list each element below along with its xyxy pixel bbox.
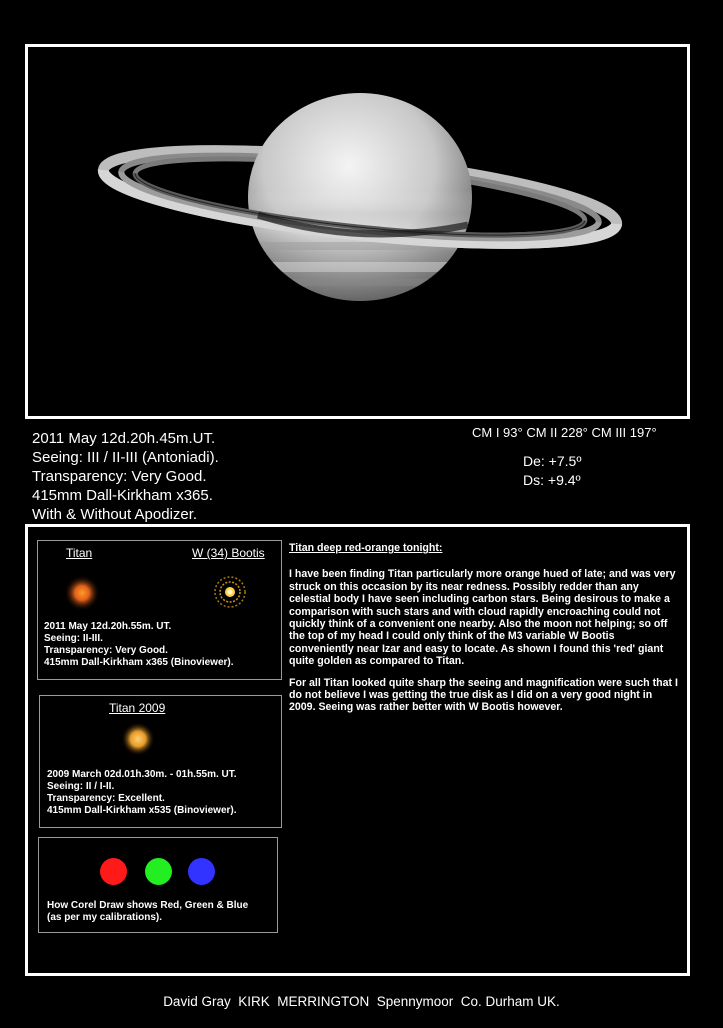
bootis-star-image: [210, 572, 250, 612]
titan-bootis-box: [37, 540, 282, 680]
titan-obs-line: Seeing: II-III.: [44, 633, 103, 644]
titan-disk-image: [62, 573, 102, 613]
ds-value: Ds: +9.4º: [523, 472, 581, 488]
titan-label: Titan: [66, 546, 93, 560]
titan-2009-line: Transparency: Excellent.: [47, 793, 165, 804]
titan-2009-line: 415mm Dall-Kirkham x535 (Binoviewer).: [47, 805, 237, 816]
saturn-image-frame: [25, 44, 690, 419]
notes-paragraph-1: I have been finding Titan particularly more orange hued of late; and was very struck on this occasion by its near redness. Possibly redder than any celestial body I have seen including carbon stars. Being desirous to make a comparison with such stars and with cloud rapidly encroaching could not quickly think of a convenient one nearby. Also the moon not helping; so off the top of my head I could only think of the M3 variable W Bootis conveniently near Izar and easy to locate. As shown I found this 'red' giant quite golden as compared to Titan.: [289, 568, 676, 668]
colour-caption-line: (as per my calibrations).: [47, 912, 163, 923]
titan-2009-label: Titan 2009: [109, 701, 166, 715]
titan-2009-box: [39, 695, 282, 828]
central-meridians: CM I 93° CM II 228° CM III 197°: [472, 425, 657, 440]
titan-2009-line: 2009 March 02d.01h.30m. - 01h.55m. UT.: [47, 769, 237, 780]
titan-2009-disk-image: [118, 719, 158, 759]
observation-apodizer: With & Without Apodizer.: [32, 506, 198, 523]
observation-seeing: Seeing: III / II-III (Antoniadi).: [32, 449, 219, 466]
notes-column: [289, 542, 681, 723]
footer-credit: David Gray KIRK MERRINGTON Spennymoor Co. Durham UK.: [163, 994, 560, 1009]
blue-dot: [188, 858, 215, 885]
colour-caption-line: How Corel Draw shows Red, Green & Blue: [47, 900, 249, 911]
titan-obs-line: Transparency: Very Good.: [44, 645, 168, 656]
saturn-image: [28, 47, 687, 416]
observation-date: 2011 May 12d.20h.45m.UT.: [32, 430, 216, 447]
red-dot: [100, 858, 127, 885]
tilt-values: [523, 452, 581, 490]
bootis-label: W (34) Bootis: [192, 546, 265, 560]
titan-obs-line: 2011 May 12d.20h.55m. UT.: [44, 621, 172, 632]
observation-telescope: 415mm Dall-Kirkham x365.: [32, 487, 213, 504]
de-value: De: +7.5º: [523, 453, 582, 469]
colour-calibration-box: [38, 837, 278, 933]
observation-transparency: Transparency: Very Good.: [32, 468, 207, 485]
titan-2009-obs-text: [47, 769, 237, 817]
observation-details: [32, 429, 219, 524]
green-dot: [145, 858, 172, 885]
titan-obs-text: [44, 621, 234, 669]
notes-heading: Titan deep red-orange tonight:: [289, 542, 443, 554]
notes-paragraph-2: For all Titan looked quite sharp the seeing and magnification were such that I do not believe I was getting the true disk as I did on a very good night in 2009. Seeing was rather better with W Bootis however.: [289, 676, 678, 714]
colour-caption: [47, 900, 248, 924]
titan-obs-line: 415mm Dall-Kirkham x365 (Binoviewer).: [44, 657, 234, 668]
titan-2009-line: Seeing: II / I-II.: [47, 781, 115, 792]
